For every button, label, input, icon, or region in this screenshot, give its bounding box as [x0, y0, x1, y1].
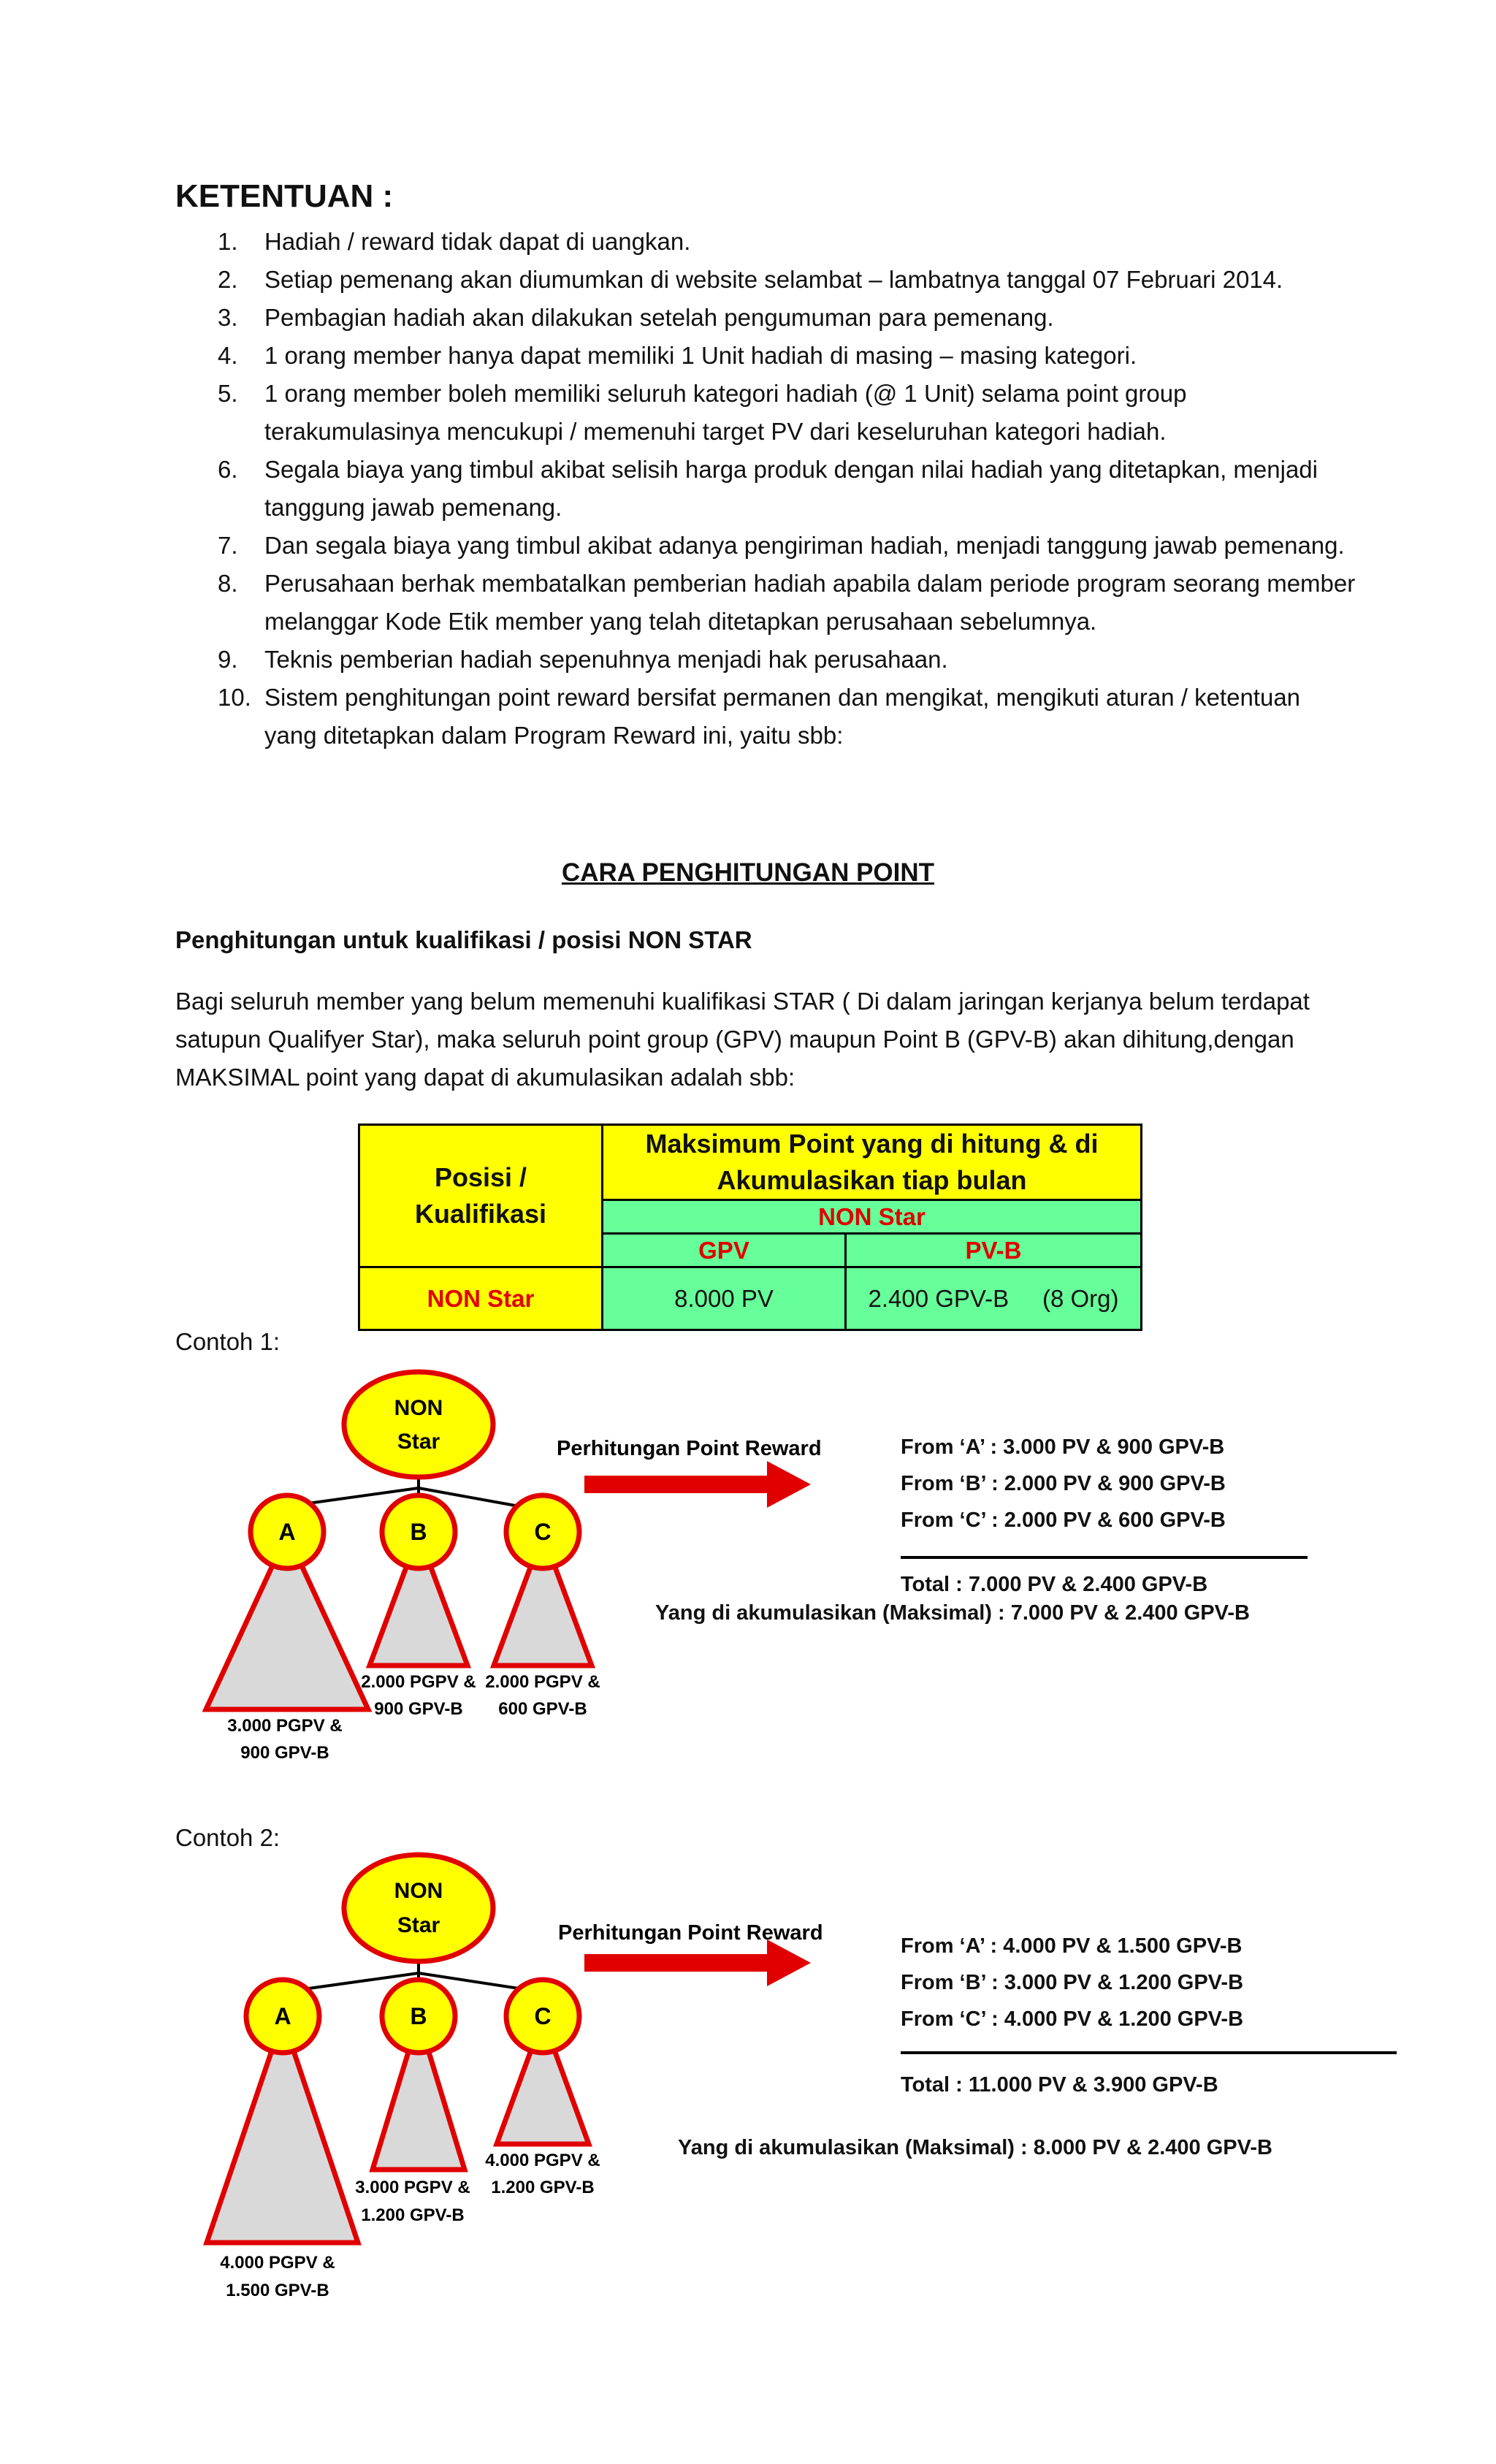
list-item: 4. 1 orang member hanya dapat memiliki 1 Unit hadiah di masing – masing kategori.: [218, 342, 1137, 369]
ex2-total: Total : 11.000 PV & 3.900 GPV-B: [901, 2073, 1218, 2097]
right-arrow-icon: [584, 1939, 811, 1986]
root-node: [344, 1372, 493, 1477]
list-item: 5. 1 orang member boleh memiliki seluruh kategori hadiah (@ 1 Unit) selama point group terakumulasinya mencukupi / memenuhi target PV dari keseluruhan kategori hadiah.: [218, 380, 1187, 445]
leg-b-caption-2: 900 GPV-B: [374, 1699, 463, 1719]
intro-paragraph: Bagi seluruh member yang belum memenuhi kualifikasi STAR ( Di dalam jaringan kerjanya belum terdapat satupun Qualifyer Star), maka seluruh point group (GPV) maupun Point B (GPV-B) akan dihitung,dengan MAKSIMAL point yang dapat di akumulasikan adalah sbb:: [175, 988, 1310, 1091]
leg-c-caption-2: 1.200 GPV-B: [491, 2178, 595, 2197]
root-node: [344, 1855, 493, 1961]
list-item: 8. Perusahaan berhak membatalkan pemberian hadiah apabila dalam periode program seorang member melanggar Kode Etik member yang telah ditetapkan perusahaan sebelumnya.: [218, 570, 1356, 635]
table-subheader-non-star: NON Star: [603, 1200, 1142, 1234]
leg-b-caption-1: 2.000 PGPV &: [361, 1672, 476, 1692]
table-header-pvb: PV-B: [846, 1234, 1142, 1267]
leg-a-caption-2: 900 GPV-B: [240, 1743, 329, 1763]
leg-a-caption-1: 4.000 PGPV &: [220, 2253, 335, 2273]
node-b-label: B: [410, 1519, 427, 1545]
ex2-from-a: From ‘A’ : 4.000 PV & 1.500 GPV-B: [901, 1934, 1243, 1958]
root-node-label-1: NON: [394, 1879, 443, 1903]
arrow-caption: Perhitungan Point Reward: [558, 1921, 823, 1945]
subheading: Penghitungan untuk kualifikasi / posisi NON STAR: [175, 926, 752, 953]
right-arrow-icon: [584, 1461, 811, 1508]
arrow-caption: Perhitungan Point Reward: [557, 1437, 822, 1460]
example-2-label: Contoh 2:: [175, 1824, 280, 1851]
max-point-table: [358, 1124, 1142, 1331]
section-title: CARA PENGHITUNGAN POINT: [561, 858, 935, 887]
list-item: 6. Segala biaya yang timbul akibat selisih harga produk dengan nilai hadiah yang ditetapkan, menjadi tanggung jawab pemenang.: [218, 456, 1318, 521]
ex2-from-b: From ‘B’ : 3.000 PV & 1.200 GPV-B: [901, 1971, 1244, 1994]
table-cell-gpv: 8.000 PV: [603, 1267, 846, 1330]
root-node-label-2: Star: [397, 1913, 440, 1937]
leg-b-caption-1: 3.000 PGPV &: [355, 2178, 470, 2197]
node-a-label: A: [274, 2003, 291, 2029]
node-c-label: C: [534, 2003, 552, 2029]
list-item: 1. Hadiah / reward tidak dapat di uangkan.: [218, 228, 691, 255]
table-cell-pvb: 2.400 GPV-B (8 Org): [846, 1267, 1142, 1330]
example-1-label: Contoh 1:: [175, 1328, 280, 1355]
ex2-accumulated: Yang di akumulasikan (Maksimal) : 8.000 PV & 2.400 GPV-B: [678, 2136, 1272, 2159]
leg-a-caption-1: 3.000 PGPV &: [227, 1716, 343, 1736]
table-row-label: NON Star: [359, 1267, 603, 1330]
table-header-gpv: GPV: [603, 1234, 846, 1267]
ex2-from-c: From ‘C’ : 4.000 PV & 1.200 GPV-B: [901, 2007, 1244, 2031]
node-c-label: C: [534, 1519, 552, 1545]
ex1-from-b: From ‘B’ : 2.000 PV & 900 GPV-B: [901, 1472, 1226, 1495]
ex1-accumulated: Yang di akumulasikan (Maksimal) : 7.000 PV & 2.400 GPV-B: [655, 1601, 1250, 1625]
root-node-label-1: NON: [394, 1396, 443, 1420]
page-heading: KETENTUAN :: [175, 178, 394, 214]
list-item: 2. Setiap pemenang akan diumumkan di website selambat – lambatnya tanggal 07 Februari 2014.: [218, 266, 1283, 293]
root-node-label-2: Star: [397, 1430, 440, 1454]
list-item: 9. Teknis pemberian hadiah sepenuhnya menjadi hak perusahaan.: [218, 646, 948, 673]
ex1-total: Total : 7.000 PV & 2.400 GPV-B: [901, 1573, 1208, 1596]
ex1-from-a: From ‘A’ : 3.000 PV & 900 GPV-B: [901, 1435, 1225, 1459]
table-header-position: Posisi / Kualifikasi: [359, 1125, 603, 1267]
table-header-max-point: Maksimum Point yang di hitung & di Akumulasikan tiap bulan: [603, 1125, 1142, 1200]
leg-a-caption-2: 1.500 GPV-B: [226, 2281, 329, 2300]
leg-c-caption-2: 600 GPV-B: [498, 1699, 587, 1719]
node-b-label: B: [410, 2003, 427, 2029]
leg-c-caption-1: 4.000 PGPV &: [485, 2151, 600, 2170]
list-item: 7. Dan segala biaya yang timbul akibat adanya pengiriman hadiah, menjadi tanggung jawab pemenang.: [218, 532, 1345, 559]
leg-c-caption-1: 2.000 PGPV &: [485, 1672, 600, 1692]
example-1-diagram: [0, 1351, 1496, 1790]
list-item: 10. Sistem penghitungan point reward bersifat permanen dan mengikat, mengikuti aturan / ketentuan yang ditetapkan dalam Program Reward ini, yaitu sbb:: [218, 684, 1301, 749]
rules-list: [175, 223, 1359, 755]
ex1-from-c: From ‘C’ : 2.000 PV & 600 GPV-B: [901, 1508, 1226, 1532]
leg-b-caption-2: 1.200 GPV-B: [361, 2205, 465, 2225]
node-a-label: A: [278, 1519, 296, 1545]
example-2-diagram: [0, 1830, 1496, 2312]
list-item: 3. Pembagian hadiah akan dilakukan setelah pengumuman para pemenang.: [218, 304, 1054, 331]
